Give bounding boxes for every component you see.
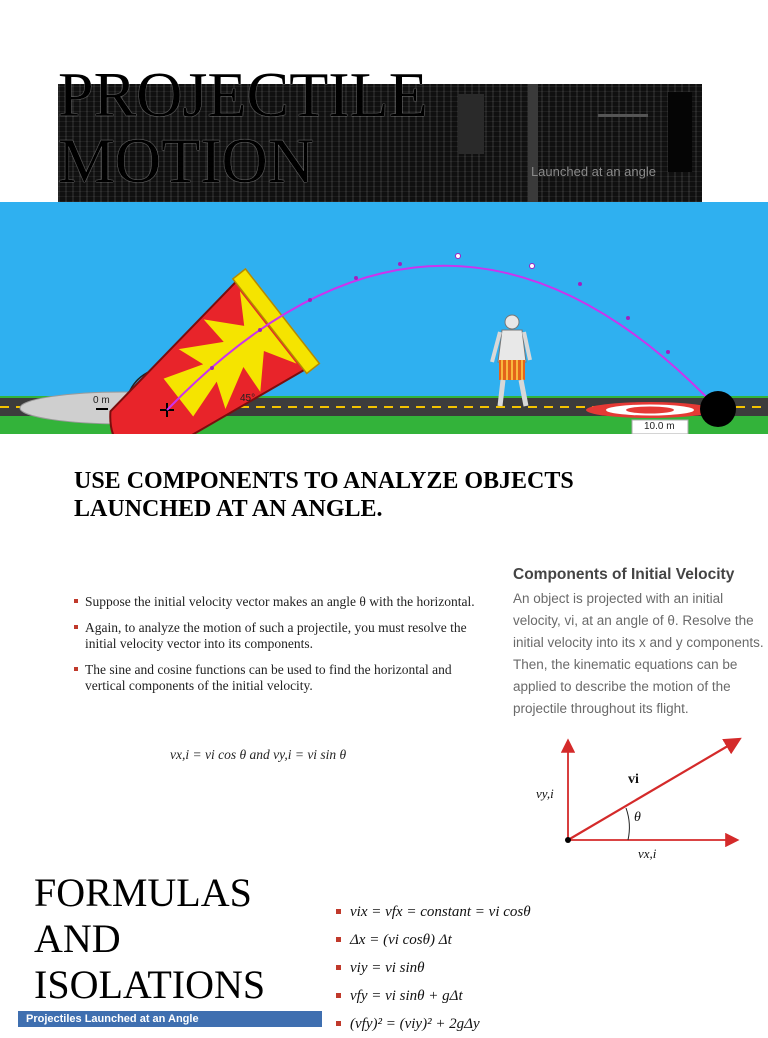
section-banner: Projectiles Launched at an Angle: [18, 1011, 322, 1027]
list-item: The sine and cosine functions can be used to find the horizontal and vertical components of the initial velocity.: [74, 662, 486, 694]
heading-line: FORMULAS: [34, 870, 252, 915]
formula-item: (vfy)² = (viy)² + 2gΔy: [336, 1010, 531, 1038]
distance-start-label: 0 m: [93, 395, 110, 406]
formulas-heading: [34, 870, 265, 1008]
formula-list: [336, 898, 531, 1038]
cannonball: [700, 391, 736, 427]
label-theta: θ: [634, 810, 641, 825]
formula-item: viy = vi sinθ: [336, 954, 531, 982]
simulation-scene: [0, 202, 768, 434]
component-equation: vx,i = vi cos θ and vy,i = vi sin θ: [170, 747, 347, 762]
title-line-2: MOTION: [58, 125, 314, 196]
distance-end-label: 10.0 m: [644, 421, 675, 432]
formula-item: Δx = (vi cosθ) Δt: [336, 926, 531, 954]
title-line-1: PROJECTILE: [58, 59, 428, 130]
components-body: An object is projected with an initial velocity, vi, at an angle of θ. Resolve the initial velocity into its x and y components. Then, the kinematic equations can be applied to describe the motion of the projectile throughout its flight.: [513, 591, 764, 716]
list-item: Again, to analyze the motion of such a projectile, you must resolve the initial velocity vector into its components.: [74, 620, 486, 652]
projectile-simulation: [0, 202, 768, 434]
page-title: [58, 59, 578, 196]
label-vi: vi: [628, 772, 639, 787]
formula-item: vix = vfx = constant = vi cosθ: [336, 898, 531, 926]
theta-arc: [626, 808, 629, 840]
vector-diagram: [530, 734, 764, 868]
label-vy: vy,i: [536, 786, 554, 801]
components-title: Components of Initial Velocity: [513, 566, 735, 583]
velocity-vector-arrow: [568, 740, 738, 840]
list-item: Suppose the initial velocity vector makes an angle θ with the horizontal.: [74, 594, 486, 610]
bullet-list: [74, 594, 486, 704]
heading-line: AND: [34, 916, 121, 961]
title-tag: Launched at an angle: [530, 164, 656, 179]
section-heading: USE COMPONENTS TO ANALYZE OBJECTS LAUNCHED AT AN ANGLE.: [74, 468, 574, 522]
label-vx: vx,i: [638, 846, 657, 861]
angle-label: 45°: [240, 393, 256, 404]
components-box: [513, 566, 765, 720]
formula-item: vfy = vi sinθ + gΔt: [336, 982, 531, 1010]
heading-line: ISOLATIONS: [34, 962, 266, 1007]
